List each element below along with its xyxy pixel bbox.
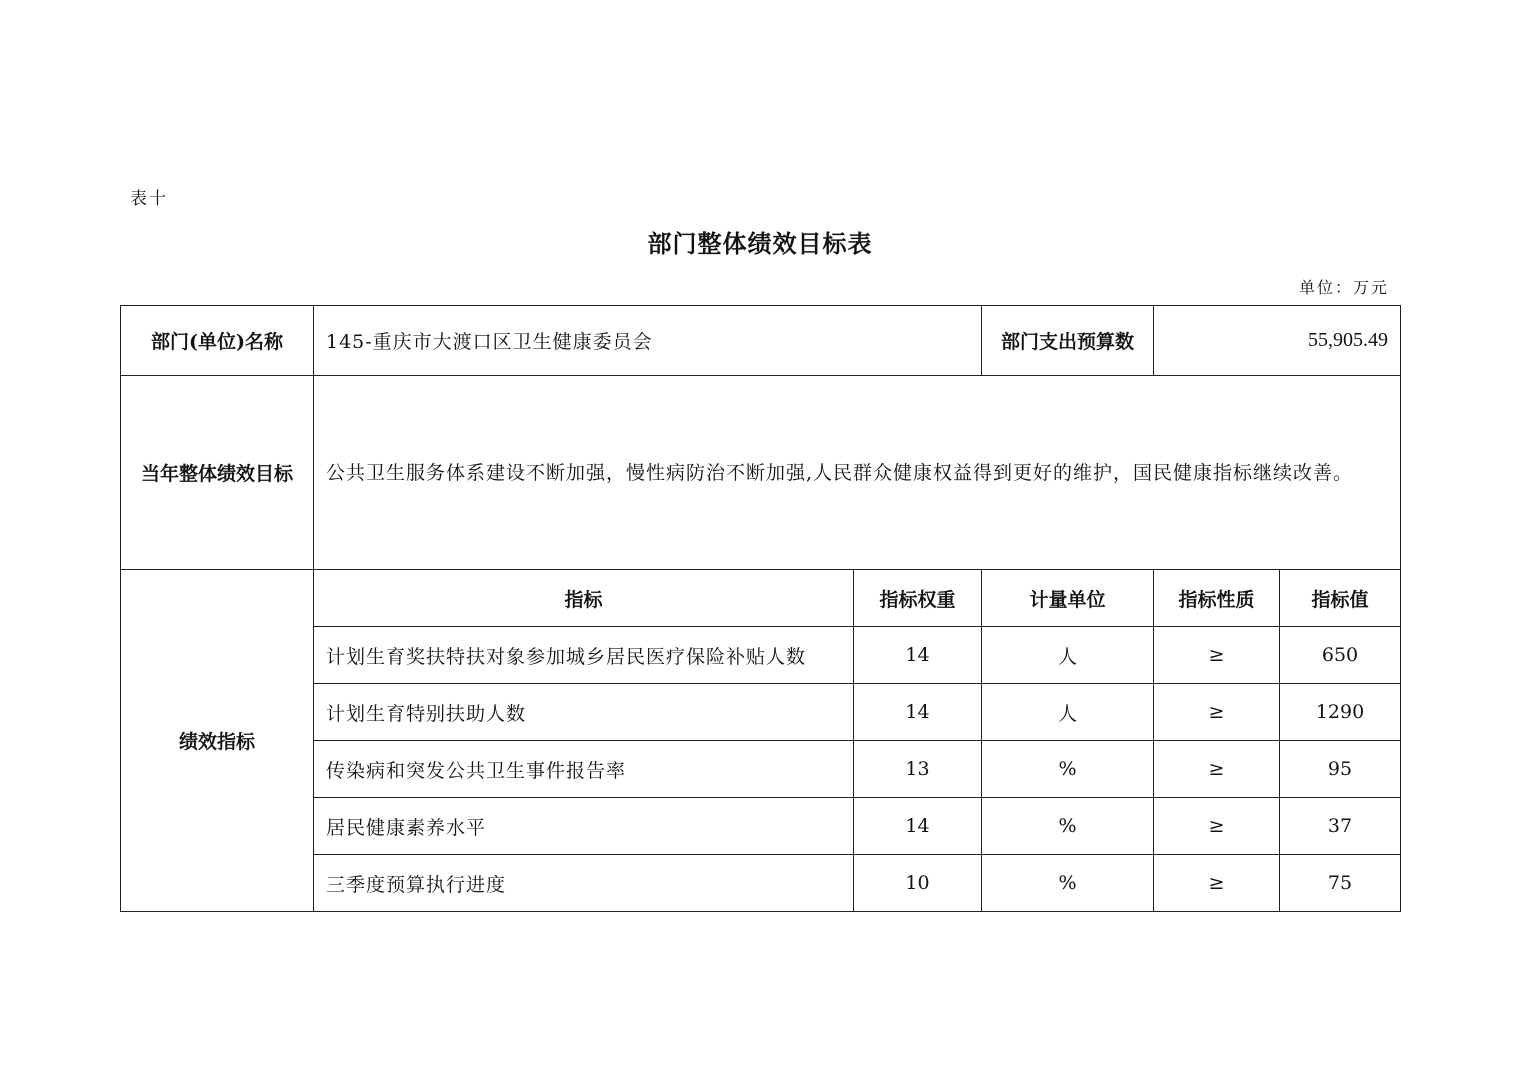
budget-label: 部门支出预算数 [982, 306, 1154, 376]
indicator-weight: 10 [854, 855, 982, 912]
indicator-unit-header: 计量单位 [982, 570, 1154, 627]
indicator-name: 传染病和突发公共卫生事件报告率 [314, 741, 854, 798]
indicator-nature: ≥ [1154, 798, 1280, 855]
indicator-name: 三季度预算执行进度 [314, 855, 854, 912]
indicator-unit: % [982, 741, 1154, 798]
currency-unit-label: 单位：万元 [1298, 278, 1389, 297]
indicator-value-header: 指标值 [1280, 570, 1401, 627]
annual-goal-label: 当年整体绩效目标 [121, 376, 314, 570]
indicator-weight: 13 [854, 741, 982, 798]
indicator-unit: % [982, 855, 1154, 912]
indicator-name-header: 指标 [314, 570, 854, 627]
department-name-label: 部门(单位)名称 [121, 306, 314, 376]
annual-goal-text: 公共卫生服务体系建设不断加强，慢性病防治不断加强,人民群众健康权益得到更好的维护，国民健康指标继续改善。 [314, 376, 1401, 570]
indicator-value: 75 [1280, 855, 1401, 912]
indicator-unit: % [982, 798, 1154, 855]
indicator-name: 计划生育特别扶助人数 [314, 684, 854, 741]
indicator-nature-header: 指标性质 [1154, 570, 1280, 627]
indicator-name: 居民健康素养水平 [314, 798, 854, 855]
indicator-nature: ≥ [1154, 855, 1280, 912]
indicator-weight: 14 [854, 627, 982, 684]
indicator-value: 95 [1280, 741, 1401, 798]
department-name-value: 145-重庆市大渡口区卫生健康委员会 [314, 306, 982, 376]
indicator-nature: ≥ [1154, 684, 1280, 741]
page-title: 部门整体绩效目标表 [647, 229, 873, 258]
indicator-value: 650 [1280, 627, 1401, 684]
department-row [121, 306, 1401, 376]
performance-target-table [120, 305, 1401, 912]
indicator-value: 37 [1280, 798, 1401, 855]
indicator-weight: 14 [854, 798, 982, 855]
indicator-unit: 人 [982, 684, 1154, 741]
indicator-unit: 人 [982, 627, 1154, 684]
indicators-section-label: 绩效指标 [121, 570, 314, 912]
indicator-weight: 14 [854, 684, 982, 741]
annual-goal-row [121, 376, 1401, 570]
indicator-header-row [121, 570, 1401, 627]
indicator-weight-header: 指标权重 [854, 570, 982, 627]
indicator-nature: ≥ [1154, 741, 1280, 798]
budget-value: 55,905.49 [1154, 306, 1401, 376]
indicator-name: 计划生育奖扶特扶对象参加城乡居民医疗保险补贴人数 [314, 627, 854, 684]
table-number-label: 表十 [130, 189, 168, 209]
indicator-nature: ≥ [1154, 627, 1280, 684]
indicator-value: 1290 [1280, 684, 1401, 741]
